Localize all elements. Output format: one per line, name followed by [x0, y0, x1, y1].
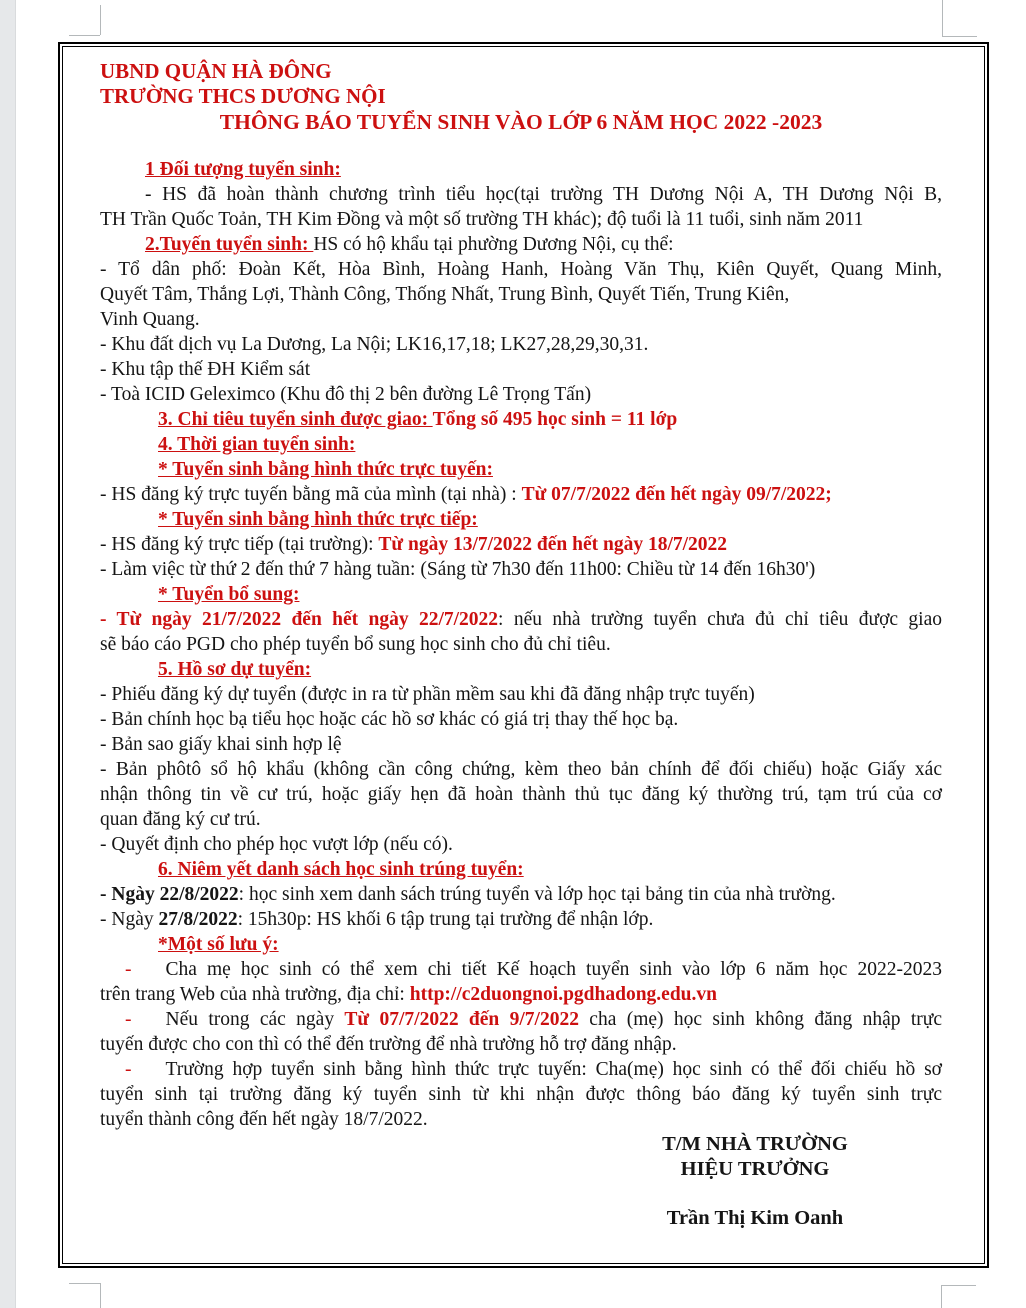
text-segment: 6. Niêm yết danh sách học sinh trúng tuyển:: [158, 859, 524, 880]
section-5-heading: [100, 657, 942, 682]
body-line: [100, 207, 942, 232]
signature-title: HIỆU TRƯỞNG: [680, 1158, 830, 1180]
crop-mark-bottom-right: [941, 1285, 942, 1308]
text-segment: - HS đã hoàn thành chương trình tiểu học(tại trường TH Dương Nội A, TH Dương Nội B,: [145, 184, 942, 205]
note-line: [100, 1007, 942, 1032]
text-segment: nhận thông tin về cư trú, hoặc giấy hẹn đã hoàn thành thủ tục đăng ký thường trú, tạm trú của cơ: [100, 784, 942, 805]
body-line: [100, 532, 942, 557]
body-line: [100, 882, 942, 907]
body-line: [100, 557, 942, 582]
text-segment: * Tuyển sinh bằng hình thức trực tiếp:: [158, 509, 478, 530]
crop-mark-top-right: [942, 36, 977, 37]
section-4-heading: [100, 432, 942, 457]
text-segment: - Khu đất dịch vụ La Dương, La Nội; LK16,17,18; LK27,28,29,30,31.: [100, 334, 649, 355]
body-line: [100, 707, 942, 732]
body-line: [100, 482, 942, 507]
section-3-heading: [100, 407, 942, 432]
text-segment: - Làm việc từ thứ 2 đến thứ 7 hàng tuần: (Sáng từ 7h30 đến 11h00: Chiều từ 14 đến 16h30'): [100, 559, 816, 580]
text-segment: Quyết Tâm, Thắng Lợi, Thành Công, Thống Nhất, Trung Bình, Quyết Tiến, Trung Kiên,: [100, 284, 790, 305]
org-name-line2: TRƯỜNG THCS DƯƠNG NỘI: [100, 84, 386, 108]
body-line: [100, 782, 942, 807]
crop-mark-top-left: [69, 35, 100, 36]
text-segment: Vinh Quang.: [100, 309, 200, 330]
body-line: [100, 382, 942, 407]
text-segment: : 15h30p: HS khối 6 tập trung tại trường để nhận lớp.: [237, 909, 654, 930]
body-line: [100, 182, 942, 207]
subsection-direct-heading: [100, 507, 942, 532]
note-line: [100, 1082, 942, 1107]
note-line: [100, 1057, 942, 1082]
section-1-heading: [100, 157, 942, 182]
body-line: [100, 632, 942, 657]
body-line: [100, 682, 942, 707]
signature-name: Trần Thị Kim Oanh: [666, 1207, 844, 1229]
text-segment: - Ngày 22/8/2022: [100, 884, 239, 905]
page-title: THÔNG BÁO TUYỂN SINH VÀO LỚP 6 NĂM HỌC 2022 -2023: [219, 110, 823, 134]
text-segment: : nếu nhà trường tuyển chưa đủ chỉ tiêu được giao: [498, 609, 942, 630]
website-link[interactable]: http://c2duongnoi.pgdhadong.edu.vn: [409, 984, 717, 1005]
text-segment: - Toà ICID Geleximco (Khu đô thị 2 bên đường Lê Trọng Tấn): [100, 384, 592, 405]
body-line: [100, 307, 942, 332]
text-segment: sẽ báo cáo PGD cho phép tuyển bổ sung học sinh cho đủ chỉ tiêu.: [100, 634, 611, 655]
note-line: [100, 1032, 942, 1057]
text-segment: trên trang Web của nhà trường, địa chỉ:: [100, 984, 410, 1005]
text-segment: 1 Đối tượng tuyển sinh:: [145, 159, 341, 180]
text-segment: - Bản phôtô sổ hộ khẩu (không cần công chứng, kèm theo bản chính để đối chiếu) hoặc Giấy xác: [100, 759, 942, 780]
text-segment: : học sinh xem danh sách trúng tuyển và lớp học tại bảng tin của nhà trường.: [238, 884, 836, 905]
text-segment: 4. Thời gian tuyển sinh:: [158, 434, 356, 455]
text-segment: * Tuyển bổ sung:: [158, 584, 300, 605]
text-segment: -: [125, 1059, 132, 1080]
text-segment: * Tuyển sinh bằng hình thức trực tuyến:: [158, 459, 493, 480]
crop-mark-bottom-right: [941, 1285, 976, 1286]
body-line: [100, 357, 942, 382]
doc-body: [100, 157, 942, 1132]
text-segment: - Bản chính học bạ tiểu học hoặc các hồ sơ khác có giá trị thay thế học bạ.: [100, 709, 679, 730]
subsection-online-heading: [100, 457, 942, 482]
subsection-extra-heading: [100, 582, 942, 607]
text-segment: - Phiếu đăng ký dự tuyển (được in ra từ phần mềm sau khi đã đăng nhập trực tuyến): [100, 684, 755, 705]
text-segment: - Khu tập thế ĐH Kiểm sát: [100, 359, 311, 380]
crop-mark-top-right: [942, 0, 943, 36]
text-segment: -: [125, 959, 132, 980]
text-segment: cha (mẹ) học sinh không đăng nhập trực: [578, 1009, 942, 1030]
outside-page-strip: [0, 0, 16, 1308]
text-segment: *Một số lưu ý:: [158, 934, 279, 955]
text-segment: - Ngày: [100, 909, 159, 930]
text-segment: Từ ngày 13/7/2022 đến hết ngày 18/7/2022: [378, 534, 728, 555]
text-segment: - Bản sao giấy khai sinh hợp lệ: [100, 734, 342, 755]
body-line: [100, 607, 942, 632]
note-line: [100, 982, 942, 1007]
text-segment: -: [125, 1009, 132, 1030]
body-line: [100, 257, 942, 282]
section-2-heading: [100, 232, 942, 257]
notes-heading: [100, 932, 942, 957]
text-segment: - Tổ dân phố: Đoàn Kết, Hòa Bình, Hoàng Hanh, Hoàng Văn Thụ, Kiên Quyết, Quang Minh,: [100, 259, 942, 280]
text-segment: TH Trần Quốc Toản, TH Kim Đồng và một số trường TH khác); độ tuổi là 11 tuổi, sinh năm 2011: [100, 209, 864, 230]
text-segment: Tổng số 495 học sinh = 11 lớp: [432, 409, 678, 430]
text-segment: Nếu trong các ngày: [165, 1009, 345, 1030]
signature-block: [580, 1132, 930, 1231]
text-segment: - Quyết định cho phép học vượt lớp (nếu có).: [100, 834, 453, 855]
document-frame: [58, 42, 989, 1268]
text-segment: 2.Tuyến tuyển sinh:: [145, 234, 314, 255]
section-6-heading: [100, 857, 942, 882]
body-line: [100, 807, 942, 832]
body-line: [100, 757, 942, 782]
body-line: [100, 332, 942, 357]
text-segment: - HS đăng ký trực tuyến bằng mã của mình (tại nhà) :: [100, 484, 522, 505]
body-line: [100, 907, 942, 932]
body-line: [100, 732, 942, 757]
signature-on-behalf: T/M NHÀ TRƯỜNG: [662, 1133, 848, 1155]
crop-mark-bottom-left: [100, 1283, 101, 1308]
note-line: [100, 957, 942, 982]
text-segment: Cha mẹ học sinh có thể xem chi tiết Kế hoạch tuyển sinh vào lớp 6 năm học 2022-2023: [165, 959, 942, 980]
document-frame-inner: [62, 46, 985, 1264]
text-segment: HS có hộ khẩu tại phường Dương Nội, cụ thể:: [313, 234, 674, 255]
text-segment: Từ 07/7/2022 đến 9/7/2022: [344, 1009, 579, 1030]
text-segment: 3. Chỉ tiêu tuyển sinh được giao:: [158, 409, 433, 430]
text-segment: tuyển thành công đến hết ngày 18/7/2022.: [100, 1109, 428, 1130]
crop-mark-top-left: [100, 5, 101, 35]
document-content: [63, 47, 984, 1263]
org-name-line1: UBND QUẬN HÀ ĐÔNG: [100, 59, 332, 83]
text-segment: Từ 07/7/2022 đến hết ngày 09/7/2022;: [521, 484, 832, 505]
text-segment: tuyến được cho con thì có thể đến trường để nhà trường hỗ trợ đăng nhập.: [100, 1034, 677, 1055]
text-segment: quan đăng ký cư trú.: [100, 809, 261, 830]
text-segment: - Từ ngày 21/7/2022 đến hết ngày 22/7/2022: [100, 609, 499, 630]
text-segment: 5. Hồ sơ dự tuyển:: [158, 659, 312, 680]
note-line: [100, 1107, 942, 1132]
body-line: [100, 832, 942, 857]
crop-mark-bottom-left: [69, 1283, 100, 1284]
text-segment: - HS đăng ký trực tiếp (tại trường):: [100, 534, 379, 555]
body-line: [100, 282, 942, 307]
text-segment: tuyển sinh tại trường đăng ký tuyển sinh từ khi nhận được thông báo đăng ký tuyển sinh trực: [100, 1084, 942, 1105]
text-segment: 27/8/2022: [158, 909, 238, 930]
text-segment: Trường hợp tuyển sinh bằng hình thức trực tuyến: Cha(mẹ) học sinh có thể đối chiếu hồ sơ: [165, 1059, 942, 1080]
